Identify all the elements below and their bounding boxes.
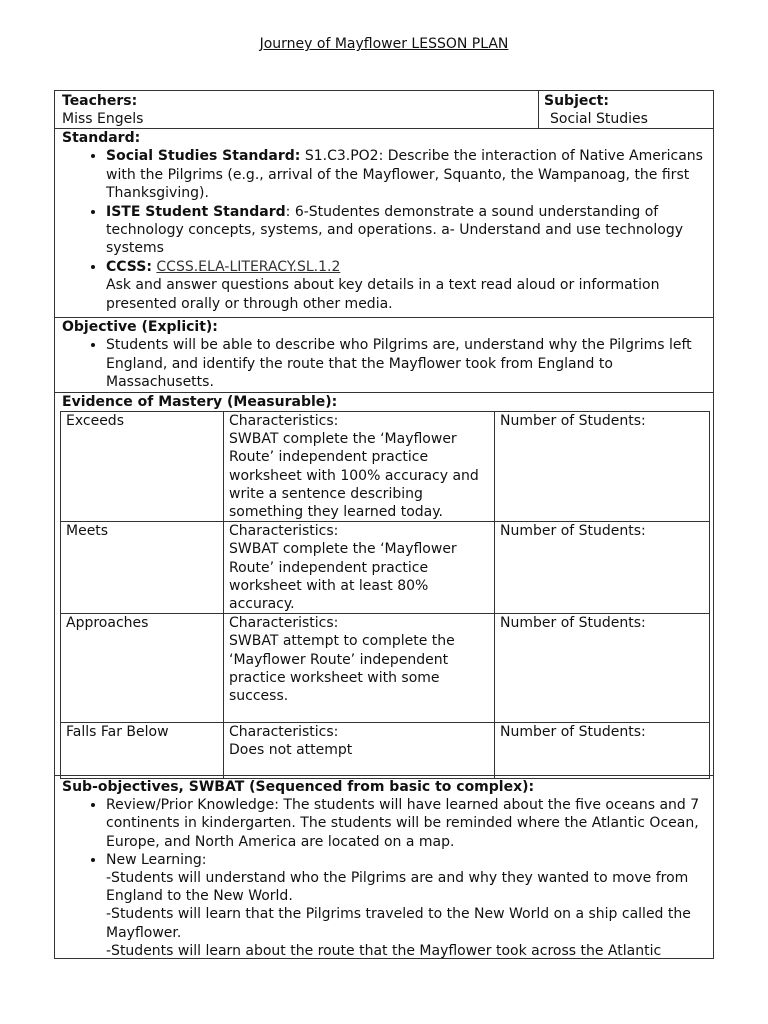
mastery-level: Meets xyxy=(61,522,224,614)
subject-value: Social Studies xyxy=(550,111,648,127)
standard-item-text: S1.C3.PO2: Describe the interaction of Native Americans with the Pilgrims (e.g., arrival of the Mayflower, Squanto, the Wampanoag, the first Thanksgiving). xyxy=(106,148,703,202)
subobjectives-label: Sub-objectives, SWBAT (Sequenced from basic to complex): xyxy=(62,779,535,795)
document-title: Journey of Mayflower LESSON PLAN xyxy=(259,36,509,52)
standard-item-iste xyxy=(106,203,713,258)
mastery-characteristics xyxy=(224,412,495,522)
mastery-table xyxy=(60,411,710,779)
subject-cell xyxy=(539,91,713,129)
evidence-section xyxy=(55,393,713,776)
char-text: SWBAT complete the ‘Mayflower Route’ independent practice worksheet with at least 80% accuracy. xyxy=(229,541,457,613)
char-text: SWBAT attempt to complete the ‘Mayflower Route’ independent practice worksheet with some success. xyxy=(229,633,455,705)
mastery-count: Number of Students: xyxy=(495,522,710,614)
mastery-characteristics xyxy=(224,723,495,779)
mastery-level: Falls Far Below xyxy=(61,723,224,779)
teachers-value: Miss Engels xyxy=(62,111,144,127)
mastery-count: Number of Students: xyxy=(495,412,710,522)
standard-item-bold: ISTE Student Standard xyxy=(106,203,286,220)
subobjectives-section xyxy=(55,776,713,959)
objective-section xyxy=(55,318,713,393)
subobjectives-list xyxy=(62,796,713,869)
new-learning-line: -Students will learn that the Pilgrims traveled to the New World on a ship called the Mayflower. xyxy=(106,906,691,941)
ccss-link[interactable]: CCSS.ELA-LITERACY.SL.1.2 xyxy=(156,258,341,275)
new-learning-line: -Students will understand who the Pilgrims are and why they wanted to move from England to the New World. xyxy=(106,870,689,905)
standard-list xyxy=(62,147,713,276)
standard-item-bold: CCSS: xyxy=(106,258,152,275)
table-row xyxy=(61,412,710,522)
teachers-label: Teachers: xyxy=(62,93,138,109)
mastery-characteristics xyxy=(224,614,495,723)
table-row xyxy=(61,723,710,779)
standard-item-text: : 6-Studentes demonstrate a sound understanding of technology concepts, systems, and operations. a- Understand and use technology systems xyxy=(106,203,684,257)
table-row xyxy=(61,614,710,723)
new-learning-item: • New Learning: xyxy=(106,851,713,869)
teachers-subject-row xyxy=(55,91,713,129)
standard-item-ccss xyxy=(106,258,713,276)
objective-item: • Students will be able to describe who Pilgrims are, understand why the Pilgrims left England, and identify the route that the Mayflower took from England to Massachusetts. xyxy=(106,336,713,391)
standard-item-social-studies xyxy=(106,147,713,202)
lesson-plan-table xyxy=(54,90,714,959)
char-text: SWBAT complete the ‘Mayflower Route’ independent practice worksheet with 100% accuracy and write a sentence describing something they learned today. xyxy=(229,431,479,521)
new-learning-line: -Students will learn about the route that the Mayflower took across the Atlantic xyxy=(106,942,662,959)
char-label: Characteristics: xyxy=(229,615,339,632)
mastery-count: Number of Students: xyxy=(495,723,710,779)
subject-label: Subject: xyxy=(544,93,609,109)
char-label: Characteristics: xyxy=(229,413,339,429)
objective-list xyxy=(62,336,713,391)
standard-label: Standard: xyxy=(62,130,141,146)
mastery-characteristics xyxy=(224,522,495,614)
objective-label: Objective (Explicit): xyxy=(62,319,218,335)
char-label: Characteristics: xyxy=(229,724,339,741)
table-row xyxy=(61,522,710,614)
review-item: • Review/Prior Knowledge: The students will have learned about the five oceans and 7 continents in kindergarten. The students will be reminded where the Atlantic Ocean, Europe, and North America are located on a map. xyxy=(106,796,713,851)
ccss-description: Ask and answer questions about key details in a text read aloud or information presented orally or through other media. xyxy=(106,277,660,312)
teachers-cell xyxy=(55,91,539,129)
standard-item-bold: Social Studies Standard: xyxy=(106,148,301,165)
char-text: Does not attempt xyxy=(229,742,353,759)
char-label: Characteristics: xyxy=(229,523,339,540)
mastery-level: Exceeds xyxy=(61,412,224,522)
standard-section xyxy=(55,129,713,318)
mastery-level: Approaches xyxy=(61,614,224,723)
evidence-label: Evidence of Mastery (Measurable): xyxy=(62,394,338,410)
mastery-count: Number of Students: xyxy=(495,614,710,723)
